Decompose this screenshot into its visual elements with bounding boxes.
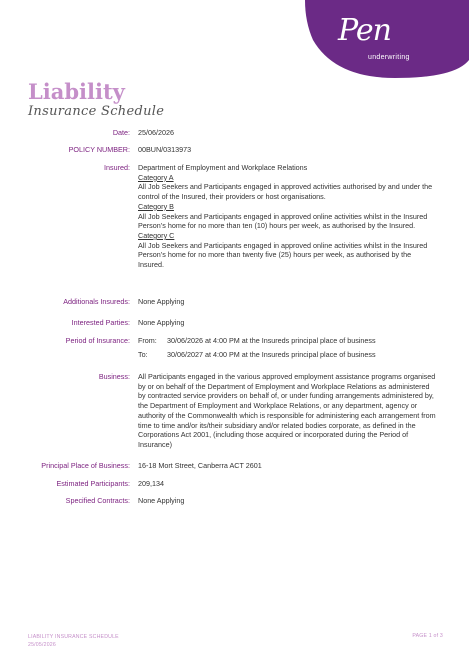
insured-details [138,163,438,270]
field-label: Estimated Participants: [56,479,130,488]
field-value: None Applying [138,496,185,505]
page-title: Liability [28,79,125,104]
footer-document-info [28,633,119,649]
period-to-value: 30/06/2027 at 4:00 PM at the Insureds principal place of business [167,349,376,359]
field-value: 25/06/2026 [138,128,174,137]
field-label: Specified Contracts: [65,496,130,505]
category-a-text: All Job Seekers and Participants engaged in approved activities authorised by and under the control of the Insured, their providers or host organisations. [138,182,433,202]
period-from-key: From: [138,336,157,345]
brand-logo-subtext: underwriting [368,54,410,61]
category-c-text: All Job Seekers and Participants engaged in approved online activities whilst in the Insured Person’s home for no more than twenty five (25) hours per week, as authorised by the Insured. [138,240,428,270]
field-value: 209,134 [138,479,164,488]
insured-name: Department of Employment and Workplace Relations [138,163,308,172]
field-label: Additionals Insureds: [63,297,130,306]
footer-document-date: 25/05/2026 [28,642,56,648]
brand-logo-text: Pen [338,13,391,48]
field-label: Interested Parties: [71,318,130,327]
period-to [138,350,438,364]
period-to-key: To: [138,349,148,359]
field-label: Period of Insurance: [65,336,130,345]
footer-page-number: PAGE 1 of 3 [412,633,443,639]
field-value: None Applying [138,297,185,306]
category-a-title: Category A [138,172,174,182]
page-subtitle: Insurance Schedule [28,104,165,119]
period-details [138,336,438,363]
period-from [138,336,438,350]
period-from-value: 30/06/2026 at 4:00 PM at the Insureds principal place of business [167,336,376,345]
field-value: 16-18 Mort Street, Canberra ACT 2601 [138,461,262,470]
field-value: All Participants engaged in the various approved employment assistance programs organised by or on behalf of the Department of Employment and Workplace Relations as administered by contracted service providers on behalf of, or under funding arrangements administered by, the Department of Employment and Workplace Relations, or any department, agency or authority of the Commonwealth which is responsible for administering each arrangement from time to time and/or its/their subsidiary and/or related bodies corporate, as defined in the Corporations Act 2001, (including those acquired or incorporated during the Period of Insurance) [138,372,436,449]
footer-document-name: LIABILITY INSURANCE SCHEDULE [28,634,119,640]
field-label: Date: [112,128,130,137]
field-value: 00BUN/0313973 [138,145,192,154]
category-b-title: Category B [138,201,174,211]
field-label: Principal Place of Business: [41,461,130,470]
field-value: None Applying [138,318,185,327]
category-b-text: All Job Seekers and Participants engaged in approved online activities whilst in the Insured Person’s home for no more than ten (10) hours per week, as authorised by the Insured. [138,211,428,231]
field-label: Insured: [104,163,130,172]
field-label: POLICY NUMBER: [68,145,130,154]
category-c-title: Category C [138,230,175,240]
field-label: Business: [98,372,130,381]
